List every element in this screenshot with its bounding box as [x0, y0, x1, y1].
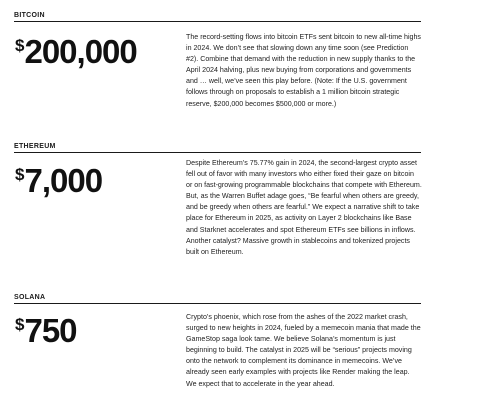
paragraph-bitcoin: The record-setting flows into bitcoin ETFs sent bitcoin to new all-time highs in 2024. We don’t see that slowing down any time soon (see Prediction #2). Combine that demand with the reduction in new supply thanks to the April 2024 halving, plus new buying from corporations and governments and … well, we’ve seen this play before. (Note: If the U.S. government follows through on proposals to establish a 1 million bitcoin strategic reserve, $200,000 becomes $500,000 or more.) — [186, 33, 421, 108]
paragraph-solana: Crypto’s phoenix, which rose from the ashes of the 2022 market crash, surged to new heights in 2024, fueled by a memecoin mania that made the GameStop saga look tame. We believe Solana’s momentum is just beginning to build. The catalyst in 2025 will be “serious” projects moving onto the network to complement its dominance in memecoins. We’ve already seen early examples with projects like Render making the leap. We expect that to accelerate in the year ahead. — [186, 313, 421, 388]
paragraph-ethereum: Despite Ethereum’s 75.77% gain in 2024, the second-largest crypto asset fell out of favor with many investors who either fixed their gaze on bitcoin or on fast-growing programmable blockchains that compete with Ethereum. But, as the Warren Buffet adage goes, “Be fearful when others are greedy, and be greedy when others are fearful.” We expect a narrative shift to take place for Ethereum in 2025, as activity on Layer 2 blockchains like Base and Starknet accelerates and spot Ethereum ETFs see billions in inflows. Another catalyst? Massive growth in stablecoins and tokenized projects built on Ethereum. — [186, 159, 422, 256]
section-divider — [14, 152, 421, 153]
price-target-ethereum — [15, 164, 102, 197]
price-target-solana — [15, 314, 77, 347]
dollar-sign: $ — [15, 315, 24, 334]
price-target-bitcoin — [15, 35, 137, 68]
price-amount: 7,000 — [24, 162, 103, 199]
section-divider — [14, 21, 421, 22]
dollar-sign: $ — [15, 36, 24, 55]
dollar-sign: $ — [15, 165, 24, 184]
section-label-solana: SOLANA — [14, 294, 46, 301]
section-label-bitcoin: BITCOIN — [14, 12, 45, 19]
price-amount: 200,000 — [24, 33, 137, 70]
price-amount: 750 — [24, 312, 77, 349]
section-label-ethereum: ETHEREUM — [14, 143, 56, 150]
section-divider — [14, 303, 421, 304]
